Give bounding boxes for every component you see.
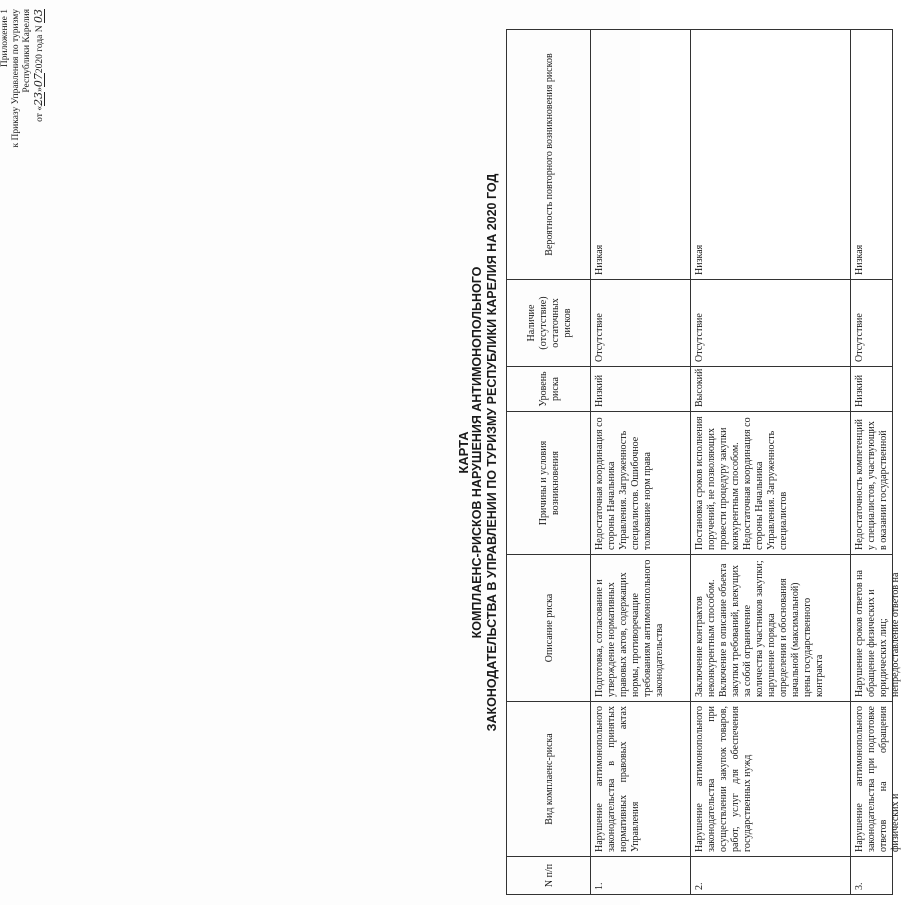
risk-type-cell: Нарушение антимонопольного законодательства в принятых нормативных правовых актах Управления: [591, 702, 691, 857]
header-risk-level: Уровень риска: [507, 367, 591, 412]
probability-text: Низкая: [854, 244, 865, 275]
risk-level-cell: Низкий: [591, 367, 691, 412]
header-risk-type: Вид комплаенс-риска: [507, 702, 591, 857]
residual-text: Отсутствие: [854, 313, 865, 362]
handwritten-day: 23: [32, 91, 45, 106]
header-number: N п/п: [507, 857, 591, 895]
table-row: [691, 30, 851, 895]
causes-text: Недостаточность компетенций у специалистов, участвующих в оказании государственной: [854, 419, 889, 550]
document-title: КАРТА: [456, 431, 471, 474]
causes-cell: Постановка сроков исполнения поручений, не позволяющих провести процедуру закупки конкурентным способом. Недостаточная координация со стороны Начальника Управления. Загруженность специалистов: [691, 412, 851, 555]
risk-map-table: [506, 29, 901, 895]
document-subtitle-line1: КОМПЛАЕНС-РИСКОВ НАРУШЕНИЯ АНТИМОНОПОЛЬНОГО: [470, 266, 484, 639]
residual-cell: Отсутствие: [591, 280, 691, 367]
probability-cell: [851, 30, 893, 280]
risk-type-text: Нарушение антимонопольного законодательства при подготовке ответов на обращения физических и: [854, 706, 901, 852]
appendix-note-line3: Республики Карелия: [22, 9, 32, 93]
header-causes: Причины и условия возникновения: [507, 412, 591, 555]
risk-level-text: Низкий: [854, 374, 865, 407]
probability-cell: Низкая: [691, 30, 851, 280]
causes-cell: Недостаточная координация со стороны Начальника Управления. Загруженность специалистов. Ошибочное толкование норм права: [591, 412, 691, 555]
risk-description-cell: [851, 555, 901, 702]
risk-type-cell: Нарушение антимонопольного законодательства при осуществлении закупок товаров, работ, услуг для обеспечения государственных нужд: [691, 702, 851, 857]
risk-type-cell: [851, 702, 901, 857]
probability-cell: Низкая: [591, 30, 691, 280]
causes-cell: [851, 412, 893, 555]
appendix-note-date: [33, 9, 46, 269]
date-prefix: от «: [35, 105, 45, 122]
row-number-text: 3.: [854, 882, 865, 890]
risk-level-cell: [851, 367, 893, 412]
header-risk-description: Описание риска: [507, 555, 591, 702]
date-mid: »: [35, 87, 45, 92]
residual-cell: [851, 280, 893, 367]
row-number: 1.: [591, 857, 691, 895]
appendix-note-line1: Приложение 1: [0, 9, 10, 68]
document-subtitle-line2: ЗАКОНОДАТЕЛЬСТВА В УПРАВЛЕНИИ ПО ТУРИЗМУ РЕСПУБЛИКИ КАРЕЛИЯ НА 2020 ГОД: [485, 173, 499, 732]
handwritten-order-number: 03: [32, 9, 45, 23]
row-number: 2.: [691, 857, 851, 895]
header-recurrence-probability: Вероятность повторного возникновения рисков: [507, 30, 591, 280]
risk-level-cell: Высокий: [691, 367, 851, 412]
risk-description-text: Нарушение сроков ответов на обращение физических и юридических лиц; непредоставление ответов на: [854, 570, 901, 697]
handwritten-month: 07: [32, 73, 45, 88]
header-residual-risks: Наличие (отсутствие) остаточных рисков: [507, 280, 591, 367]
appendix-note-line2: к Приказу Управления по туризму: [11, 9, 21, 148]
table-row: [591, 30, 691, 895]
row-number: [851, 857, 893, 895]
risk-description-cell: Подготовка, согласование и утверждение нормативных правовых актов, содержащих нормы, противоречащие требованиям антимонопольного законодательства: [591, 555, 691, 702]
residual-cell: Отсутствие: [691, 280, 851, 367]
risk-description-cell: Заключение контрактов неконкурентным способом. Включение в описание объекта закупки требований, влекущих за собой ограничение количества участников закупки; нарушение порядка определения и обоснования начальной (максимальной) цены государственного контракта: [691, 555, 851, 702]
table-row: [851, 30, 893, 895]
date-year: 2020 года N: [35, 25, 45, 74]
table-header-row: [507, 30, 591, 895]
